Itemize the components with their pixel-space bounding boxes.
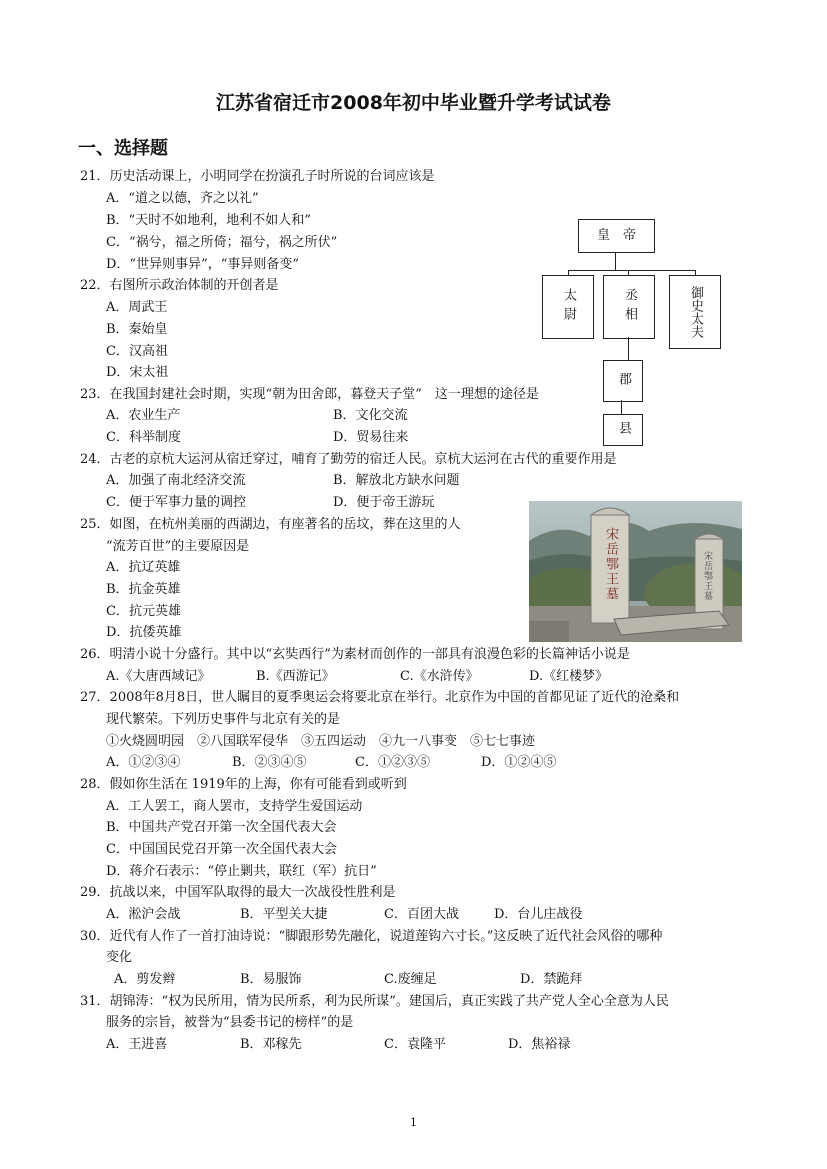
question-22-option-c: C．汉高祖 [106, 344, 168, 359]
question-26-option-d: D.《红楼梦》 [529, 669, 609, 684]
question-21-option-c: C．“祸兮，福之所倚；福兮，祸之所伏” [106, 235, 338, 250]
question-28-option-a: A．工人罢工，商人罢市，支持学生爱国运动 [106, 799, 363, 814]
question-29-option-d: D．台儿庄战役 [494, 907, 583, 922]
question-24-option-a: A．加强了南北经济交流 [106, 473, 246, 488]
question-25-stem-cont: “流芳百世”的主要原因是 [106, 539, 250, 554]
question-25-stem: 25．如图，在杭州美丽的西湖边，有座著名的岳坟，葬在这里的人 [80, 517, 461, 532]
question-25-option-b: B．抗金英雄 [106, 582, 181, 597]
question-21-option-a: A．“道之以德，齐之以礼” [106, 191, 259, 206]
question-23-stem: 23．在我国封建社会时期，实现“朝为田舍郎，暮登天子堂” 这一理想的途径是 [80, 387, 539, 402]
question-25-option-a: A．抗辽英雄 [106, 560, 181, 575]
question-31-option-c: C．袁隆平 [384, 1037, 446, 1052]
question-25-option-c: C．抗元英雄 [106, 604, 181, 619]
question-23-option-c: C．科举制度 [106, 430, 181, 445]
question-29-option-c: C．百团大战 [384, 907, 459, 922]
question-24-option-c: C．便于军事力量的调控 [106, 495, 246, 510]
question-26-option-c: C.《水浒传》 [400, 669, 479, 684]
question-30-option-a: A．剪发辫 [114, 972, 176, 987]
question-28-option-d: D．蒋介石表示：“停止剿共，联红（军）抗日” [106, 864, 377, 879]
diagram-connector [568, 270, 696, 271]
diagram-box-taiwei: 太尉 [542, 275, 594, 339]
question-26-stem: 26．明清小说十分盛行。其中以“玄奘西行”为素材而创作的一部具有浪漫色彩的长篇神话小说是 [80, 647, 630, 662]
yue-fei-tomb-photo [529, 501, 742, 642]
page-title: 江苏省宿迁市2008年初中毕业暨升学考试试卷 [216, 92, 611, 114]
question-31-stem-cont: 服务的宗旨，被誉为“县委书记的榜样”的是 [106, 1015, 354, 1030]
question-31-stem: 31．胡锦涛：“权为民所用，情为民所系，利为民所谋”。建国后，真正实践了共产党人全心全意为人民 [80, 994, 669, 1009]
question-24-stem: 24．古老的京杭大运河从宿迁穿过，哺育了勤劳的宿迁人民。京杭大运河在古代的重要作用是 [80, 452, 617, 467]
question-31-option-d: D．焦裕禄 [508, 1037, 571, 1052]
question-28-option-c: C．中国国民党召开第一次全国代表大会 [106, 842, 337, 857]
question-30-stem-cont: 变化 [106, 950, 133, 965]
question-25-option-d: D．抗倭英雄 [106, 625, 182, 640]
question-24-option-b: B．解放北方缺水问题 [333, 473, 460, 488]
question-21-stem: 21．历史活动课上，小明同学在扮演孔子时所说的台词应该是 [80, 169, 435, 184]
question-30-stem: 30．近代有人作了一首打油诗说：“脚跟形势先融化，说道莲钩六寸长。”这反映了近代社会风俗的哪种 [80, 929, 663, 944]
question-23-option-d: D．贸易往来 [333, 430, 409, 445]
question-29-stem: 29．抗战以来，中国军队取得的最大一次战役性胜利是 [80, 885, 396, 900]
diagram-box-yushi: 御史太夫 [669, 275, 721, 349]
section-title: 一、选择题 [78, 138, 168, 159]
question-27-stem: 27．2008年8月8日，世人瞩目的夏季奥运会将要北京在举行。北京作为中国的首都见证了近代的沧桑和 [80, 690, 680, 705]
diagram-connector [615, 252, 616, 270]
stele-inscription-1: 宋岳鄂王墓 [603, 527, 618, 602]
question-22-option-d: D．宋太祖 [106, 365, 169, 380]
question-29-option-a: A．淞沪会战 [106, 907, 181, 922]
question-27-stem-cont: 现代繁荣。下列历史事件与北京有关的是 [106, 712, 341, 727]
question-30-option-d: D．禁跪拜 [520, 972, 583, 987]
question-29-option-b: B．平型关大捷 [240, 907, 328, 922]
question-26-option-a: A.《大唐西域记》 [106, 669, 211, 684]
diagram-box-xian: 县 [603, 414, 643, 446]
question-21-option-b: B．“天时不如地利，地利不如人和” [106, 213, 311, 228]
question-31-option-a: A．王进喜 [106, 1037, 168, 1052]
question-27-option-b: B．②③④⑤ [232, 755, 307, 770]
question-28-stem: 28．假如你生活在 1919年的上海，你有可能看到或听到 [80, 777, 407, 792]
diagram-connector [621, 400, 622, 414]
diagram-box-jun: 郡 [603, 360, 643, 402]
question-23-option-a: A．农业生产 [106, 408, 181, 423]
diagram-connector [628, 337, 629, 360]
question-22-option-b: B．秦始皇 [106, 322, 168, 337]
diagram-box-chengxiang: 丞相 [603, 275, 655, 339]
question-24-option-d: D．便于帝王游玩 [333, 495, 435, 510]
question-27-events: ①火烧圆明园 ②八国联军侵华 ③五四运动 ④九一八事变 ⑤七七事迹 [106, 734, 536, 749]
question-31-option-b: B．邓稼先 [240, 1037, 302, 1052]
stele-inscription-2: 宋岳鄂王墓 [702, 551, 712, 601]
question-27-option-a: A．①②③④ [106, 755, 181, 770]
question-21-option-d: D．“世异则事异”，“事异则备变” [106, 257, 300, 272]
question-22-stem: 22．右图所示政治体制的开创者是 [80, 278, 279, 293]
diagram-box-emperor: 皇 帝 [578, 219, 655, 253]
question-23-option-b: B．文化交流 [333, 408, 408, 423]
question-27-option-d: D．①②④⑤ [481, 755, 557, 770]
question-27-option-c: C．①②③⑤ [355, 755, 430, 770]
question-30-option-c: C.废缠足 [384, 972, 437, 987]
question-22-option-a: A．周武王 [106, 300, 168, 315]
question-28-option-b: B．中国共产党召开第一次全国代表大会 [106, 820, 337, 835]
page-number: 1 [410, 1116, 417, 1129]
question-30-option-b: B．易服饰 [240, 972, 302, 987]
question-26-option-b: B.《西游记》 [256, 669, 335, 684]
